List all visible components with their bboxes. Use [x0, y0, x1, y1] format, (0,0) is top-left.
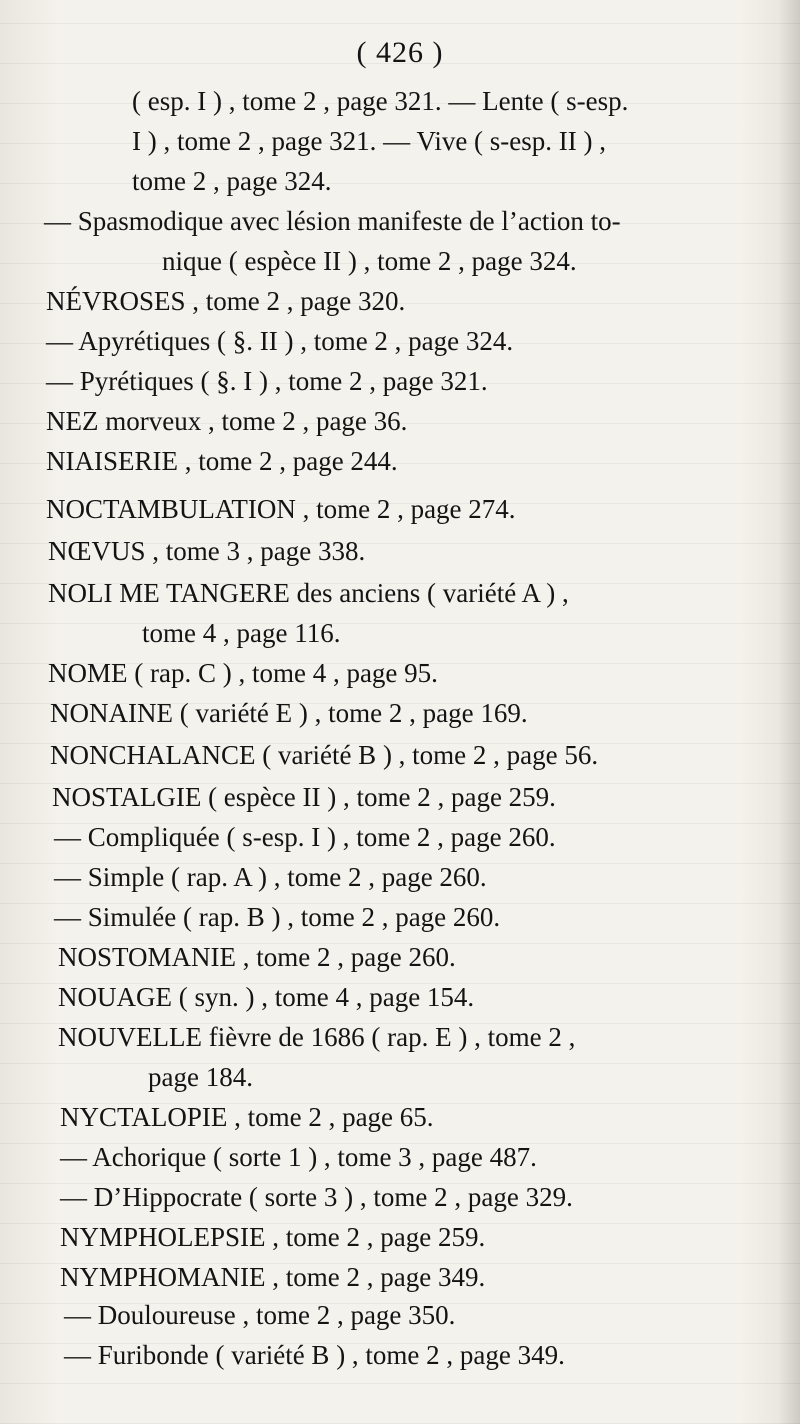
- page-edge-shadow: [778, 0, 800, 1424]
- index-subentry: — Apyrétiques ( §. II ) , tome 2 , page 324.: [46, 326, 514, 356]
- index-entry: NOME ( rap. C ) , tome 4 , page 95.: [48, 658, 438, 688]
- index-entry: NOUAGE ( syn. ) , tome 4 , page 154.: [58, 982, 475, 1012]
- index-line: tome 2 , page 324.: [132, 166, 332, 196]
- index-entry: NOUVELLE fièvre de 1686 ( rap. E ) , tome 2 ,: [58, 1022, 576, 1052]
- index-subentry: — Pyrétiques ( §. I ) , tome 2 , page 321.: [46, 366, 488, 396]
- index-subentry: — Achorique ( sorte 1 ) , tome 3 , page 487.: [60, 1142, 537, 1172]
- index-subentry: — Simple ( rap. A ) , tome 2 , page 260.: [54, 862, 487, 892]
- index-entry: NOCTAMBULATION , tome 2 , page 274.: [46, 494, 516, 524]
- index-entry: NOLI ME TANGERE des anciens ( variété A ) ,: [48, 578, 569, 608]
- index-entry: NYCTALOPIE , tome 2 , page 65.: [60, 1102, 434, 1132]
- index-subentry: — Douloureuse , tome 2 , page 350.: [64, 1300, 456, 1330]
- index-line: page 184.: [148, 1062, 253, 1092]
- index-entry: NIAISERIE , tome 2 , page 244.: [46, 446, 398, 476]
- index-entry: NYMPHOLEPSIE , tome 2 , page 259.: [60, 1222, 486, 1252]
- index-line: tome 4 , page 116.: [142, 618, 341, 648]
- index-subentry: — Compliquée ( s-esp. I ) , tome 2 , page 260.: [54, 822, 556, 852]
- page-number: ( 426 ): [356, 36, 444, 69]
- index-entry: NONAINE ( variété E ) , tome 2 , page 169.: [50, 698, 528, 728]
- index-entry: NEZ morveux , tome 2 , page 36.: [46, 406, 408, 436]
- index-entry: NOSTOMANIE , tome 2 , page 260.: [58, 942, 456, 972]
- index-line: nique ( espèce II ) , tome 2 , page 324.: [162, 246, 577, 276]
- index-entry: NÉVROSES , tome 2 , page 320.: [46, 286, 406, 316]
- index-entry: NONCHALANCE ( variété B ) , tome 2 , page 56.: [50, 740, 599, 770]
- index-subentry: — Furibonde ( variété B ) , tome 2 , page 349.: [64, 1340, 565, 1370]
- index-line: I ) , tome 2 , page 321. — Vive ( s-esp. II ) ,: [132, 126, 607, 156]
- index-entry: NOSTALGIE ( espèce II ) , tome 2 , page 259.: [52, 782, 556, 812]
- index-entry: NYMPHOMANIE , tome 2 , page 349.: [60, 1262, 486, 1292]
- index-line: ( esp. I ) , tome 2 , page 321. — Lente ( s-esp.: [132, 86, 629, 116]
- index-entry: NŒVUS , tome 3 , page 338.: [48, 536, 366, 566]
- index-line: — Spasmodique avec lésion manifeste de l’action to-: [44, 206, 621, 236]
- index-subentry: — Simulée ( rap. B ) , tome 2 , page 260.: [54, 902, 501, 932]
- index-subentry: — D’Hippocrate ( sorte 3 ) , tome 2 , page 329.: [60, 1182, 573, 1212]
